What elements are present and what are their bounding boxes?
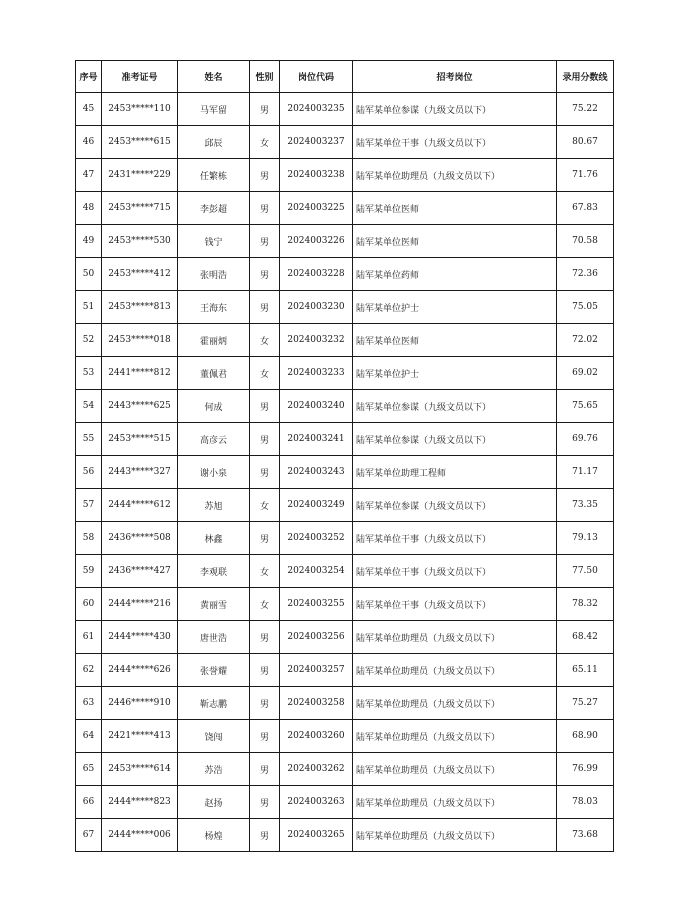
cell-exam-no: 2431*****229 xyxy=(102,159,178,192)
cell-score: 69.02 xyxy=(557,357,614,390)
cell-post: 陆军某单位医师 xyxy=(353,192,557,225)
cell-exam-no: 2453*****530 xyxy=(102,225,178,258)
cell-name: 王海东 xyxy=(178,291,250,324)
cell-gender: 男 xyxy=(250,819,280,852)
cell-post-code: 2024003257 xyxy=(280,654,353,687)
cell-post-code: 2024003241 xyxy=(280,423,353,456)
cell-seq: 63 xyxy=(76,687,102,720)
cell-score: 76.99 xyxy=(557,753,614,786)
cell-exam-no: 2453*****018 xyxy=(102,324,178,357)
cell-gender: 男 xyxy=(250,159,280,192)
cell-score: 71.76 xyxy=(557,159,614,192)
cell-post-code: 2024003230 xyxy=(280,291,353,324)
cell-name: 苏旭 xyxy=(178,489,250,522)
table-row xyxy=(76,291,614,324)
cell-score: 75.05 xyxy=(557,291,614,324)
cell-exam-no: 2444*****430 xyxy=(102,621,178,654)
cell-post: 陆军某单位干事（九级文员以下） xyxy=(353,126,557,159)
cell-post: 陆军某单位助理员（九级文员以下） xyxy=(353,621,557,654)
cell-name: 饶闯 xyxy=(178,720,250,753)
cell-gender: 男 xyxy=(250,225,280,258)
cell-post-code: 2024003235 xyxy=(280,93,353,126)
header-exam-no: 准考证号 xyxy=(102,61,178,93)
cell-gender: 女 xyxy=(250,489,280,522)
table-row xyxy=(76,126,614,159)
cell-post: 陆军某单位助理员（九级文员以下） xyxy=(353,687,557,720)
cell-seq: 55 xyxy=(76,423,102,456)
cell-post: 陆军某单位参谋（九级文员以下） xyxy=(353,489,557,522)
cell-post-code: 2024003265 xyxy=(280,819,353,852)
cell-seq: 48 xyxy=(76,192,102,225)
table-row xyxy=(76,456,614,489)
cell-seq: 46 xyxy=(76,126,102,159)
cell-post: 陆军某单位护士 xyxy=(353,291,557,324)
cell-score: 77.50 xyxy=(557,555,614,588)
cell-exam-no: 2453*****813 xyxy=(102,291,178,324)
cell-exam-no: 2444*****006 xyxy=(102,819,178,852)
cell-seq: 47 xyxy=(76,159,102,192)
cell-score: 69.76 xyxy=(557,423,614,456)
cell-gender: 男 xyxy=(250,93,280,126)
cell-gender: 男 xyxy=(250,522,280,555)
cell-score: 75.22 xyxy=(557,93,614,126)
cell-score: 73.35 xyxy=(557,489,614,522)
cell-post-code: 2024003258 xyxy=(280,687,353,720)
cell-gender: 男 xyxy=(250,621,280,654)
cell-gender: 男 xyxy=(250,753,280,786)
cell-name: 林鑫 xyxy=(178,522,250,555)
cell-name: 马军留 xyxy=(178,93,250,126)
cell-seq: 52 xyxy=(76,324,102,357)
cell-seq: 54 xyxy=(76,390,102,423)
cell-gender: 男 xyxy=(250,786,280,819)
cell-exam-no: 2453*****614 xyxy=(102,753,178,786)
cell-name: 靳志鹏 xyxy=(178,687,250,720)
cell-name: 任繁栋 xyxy=(178,159,250,192)
cell-exam-no: 2453*****110 xyxy=(102,93,178,126)
table-row xyxy=(76,555,614,588)
cell-post: 陆军某单位干事（九级文员以下） xyxy=(353,522,557,555)
cell-gender: 男 xyxy=(250,258,280,291)
table-row xyxy=(76,93,614,126)
cell-name: 高彦云 xyxy=(178,423,250,456)
cell-name: 赵扬 xyxy=(178,786,250,819)
cell-post-code: 2024003249 xyxy=(280,489,353,522)
cell-score: 73.68 xyxy=(557,819,614,852)
cell-exam-no: 2444*****626 xyxy=(102,654,178,687)
cell-name: 黄丽雪 xyxy=(178,588,250,621)
cell-seq: 60 xyxy=(76,588,102,621)
cell-post-code: 2024003240 xyxy=(280,390,353,423)
admission-score-table xyxy=(75,60,614,852)
cell-post-code: 2024003260 xyxy=(280,720,353,753)
header-gender: 性别 xyxy=(250,61,280,93)
table-row xyxy=(76,819,614,852)
cell-name: 苏浩 xyxy=(178,753,250,786)
table-row xyxy=(76,786,614,819)
cell-post: 陆军某单位护士 xyxy=(353,357,557,390)
table-row xyxy=(76,522,614,555)
cell-seq: 49 xyxy=(76,225,102,258)
cell-post-code: 2024003238 xyxy=(280,159,353,192)
cell-exam-no: 2443*****625 xyxy=(102,390,178,423)
cell-seq: 64 xyxy=(76,720,102,753)
table-row xyxy=(76,258,614,291)
cell-post-code: 2024003226 xyxy=(280,225,353,258)
cell-exam-no: 2444*****612 xyxy=(102,489,178,522)
cell-score: 68.90 xyxy=(557,720,614,753)
cell-gender: 男 xyxy=(250,192,280,225)
cell-post: 陆军某单位助理员（九级文员以下） xyxy=(353,753,557,786)
cell-name: 何成 xyxy=(178,390,250,423)
cell-seq: 59 xyxy=(76,555,102,588)
cell-seq: 61 xyxy=(76,621,102,654)
table-row xyxy=(76,324,614,357)
cell-gender: 女 xyxy=(250,357,280,390)
cell-score: 79.13 xyxy=(557,522,614,555)
cell-post: 陆军某单位参谋（九级文员以下） xyxy=(353,423,557,456)
table-row xyxy=(76,687,614,720)
cell-post-code: 2024003263 xyxy=(280,786,353,819)
cell-post-code: 2024003232 xyxy=(280,324,353,357)
cell-seq: 51 xyxy=(76,291,102,324)
table-row xyxy=(76,621,614,654)
table-row xyxy=(76,753,614,786)
cell-name: 杨煌 xyxy=(178,819,250,852)
cell-post-code: 2024003237 xyxy=(280,126,353,159)
cell-score: 70.58 xyxy=(557,225,614,258)
cell-post-code: 2024003225 xyxy=(280,192,353,225)
cell-post: 陆军某单位干事（九级文员以下） xyxy=(353,588,557,621)
cell-name: 邱辰 xyxy=(178,126,250,159)
cell-seq: 58 xyxy=(76,522,102,555)
cell-gender: 男 xyxy=(250,390,280,423)
cell-seq: 67 xyxy=(76,819,102,852)
cell-name: 李彭超 xyxy=(178,192,250,225)
cell-post-code: 2024003255 xyxy=(280,588,353,621)
table-row xyxy=(76,159,614,192)
cell-seq: 57 xyxy=(76,489,102,522)
cell-score: 65.11 xyxy=(557,654,614,687)
cell-post-code: 2024003228 xyxy=(280,258,353,291)
cell-name: 谢小泉 xyxy=(178,456,250,489)
cell-exam-no: 2453*****615 xyxy=(102,126,178,159)
cell-post: 陆军某单位助理员（九级文员以下） xyxy=(353,819,557,852)
table-row xyxy=(76,489,614,522)
admission-score-table-container xyxy=(75,60,613,852)
cell-exam-no: 2453*****412 xyxy=(102,258,178,291)
cell-exam-no: 2436*****508 xyxy=(102,522,178,555)
cell-exam-no: 2436*****427 xyxy=(102,555,178,588)
cell-post: 陆军某单位助理员（九级文员以下） xyxy=(353,786,557,819)
cell-post-code: 2024003262 xyxy=(280,753,353,786)
cell-score: 72.36 xyxy=(557,258,614,291)
table-row xyxy=(76,423,614,456)
cell-post: 陆军某单位助理员（九级文员以下） xyxy=(353,654,557,687)
cell-exam-no: 2441*****812 xyxy=(102,357,178,390)
cell-post: 陆军某单位干事（九级文员以下） xyxy=(353,555,557,588)
cell-exam-no: 2421*****413 xyxy=(102,720,178,753)
cell-score: 75.65 xyxy=(557,390,614,423)
table-row xyxy=(76,357,614,390)
cell-gender: 男 xyxy=(250,654,280,687)
table-row xyxy=(76,390,614,423)
cell-gender: 男 xyxy=(250,687,280,720)
cell-seq: 45 xyxy=(76,93,102,126)
cell-post: 陆军某单位助理工程师 xyxy=(353,456,557,489)
header-name: 姓名 xyxy=(178,61,250,93)
cell-seq: 53 xyxy=(76,357,102,390)
cell-score: 78.32 xyxy=(557,588,614,621)
cell-name: 董佩君 xyxy=(178,357,250,390)
cell-post-code: 2024003252 xyxy=(280,522,353,555)
cell-exam-no: 2444*****823 xyxy=(102,786,178,819)
table-row xyxy=(76,588,614,621)
header-score: 录用分数线 xyxy=(557,61,614,93)
header-post: 招考岗位 xyxy=(353,61,557,93)
table-body xyxy=(76,93,614,852)
header-post-code: 岗位代码 xyxy=(280,61,353,93)
table-row xyxy=(76,720,614,753)
header-row xyxy=(76,61,614,93)
cell-post: 陆军某单位药师 xyxy=(353,258,557,291)
cell-score: 71.17 xyxy=(557,456,614,489)
cell-post: 陆军某单位医师 xyxy=(353,225,557,258)
cell-exam-no: 2443*****327 xyxy=(102,456,178,489)
table-header xyxy=(76,61,614,93)
cell-name: 钱宁 xyxy=(178,225,250,258)
cell-seq: 50 xyxy=(76,258,102,291)
cell-gender: 女 xyxy=(250,555,280,588)
cell-name: 唐世浩 xyxy=(178,621,250,654)
table-row xyxy=(76,225,614,258)
cell-post: 陆军某单位助理员（九级文员以下） xyxy=(353,720,557,753)
cell-exam-no: 2453*****715 xyxy=(102,192,178,225)
cell-seq: 56 xyxy=(76,456,102,489)
header-seq: 序号 xyxy=(76,61,102,93)
cell-post-code: 2024003233 xyxy=(280,357,353,390)
cell-post: 陆军某单位参谋（九级文员以下） xyxy=(353,93,557,126)
cell-name: 李观联 xyxy=(178,555,250,588)
cell-post: 陆军某单位医师 xyxy=(353,324,557,357)
cell-score: 80.67 xyxy=(557,126,614,159)
cell-post: 陆军某单位参谋（九级文员以下） xyxy=(353,390,557,423)
cell-gender: 男 xyxy=(250,456,280,489)
cell-post: 陆军某单位助理员（九级文员以下） xyxy=(353,159,557,192)
cell-score: 67.83 xyxy=(557,192,614,225)
cell-name: 张明浩 xyxy=(178,258,250,291)
cell-score: 72.02 xyxy=(557,324,614,357)
cell-post-code: 2024003254 xyxy=(280,555,353,588)
table-row xyxy=(76,654,614,687)
cell-score: 78.03 xyxy=(557,786,614,819)
cell-post-code: 2024003243 xyxy=(280,456,353,489)
cell-name: 霍丽炳 xyxy=(178,324,250,357)
cell-seq: 65 xyxy=(76,753,102,786)
cell-gender: 男 xyxy=(250,423,280,456)
cell-seq: 66 xyxy=(76,786,102,819)
cell-gender: 男 xyxy=(250,720,280,753)
cell-score: 68.42 xyxy=(557,621,614,654)
table-row xyxy=(76,192,614,225)
cell-gender: 女 xyxy=(250,588,280,621)
cell-post-code: 2024003256 xyxy=(280,621,353,654)
cell-name: 张誉耀 xyxy=(178,654,250,687)
cell-seq: 62 xyxy=(76,654,102,687)
cell-gender: 女 xyxy=(250,324,280,357)
cell-exam-no: 2444*****216 xyxy=(102,588,178,621)
cell-exam-no: 2453*****515 xyxy=(102,423,178,456)
cell-exam-no: 2446*****910 xyxy=(102,687,178,720)
cell-gender: 男 xyxy=(250,291,280,324)
cell-gender: 女 xyxy=(250,126,280,159)
cell-score: 75.27 xyxy=(557,687,614,720)
